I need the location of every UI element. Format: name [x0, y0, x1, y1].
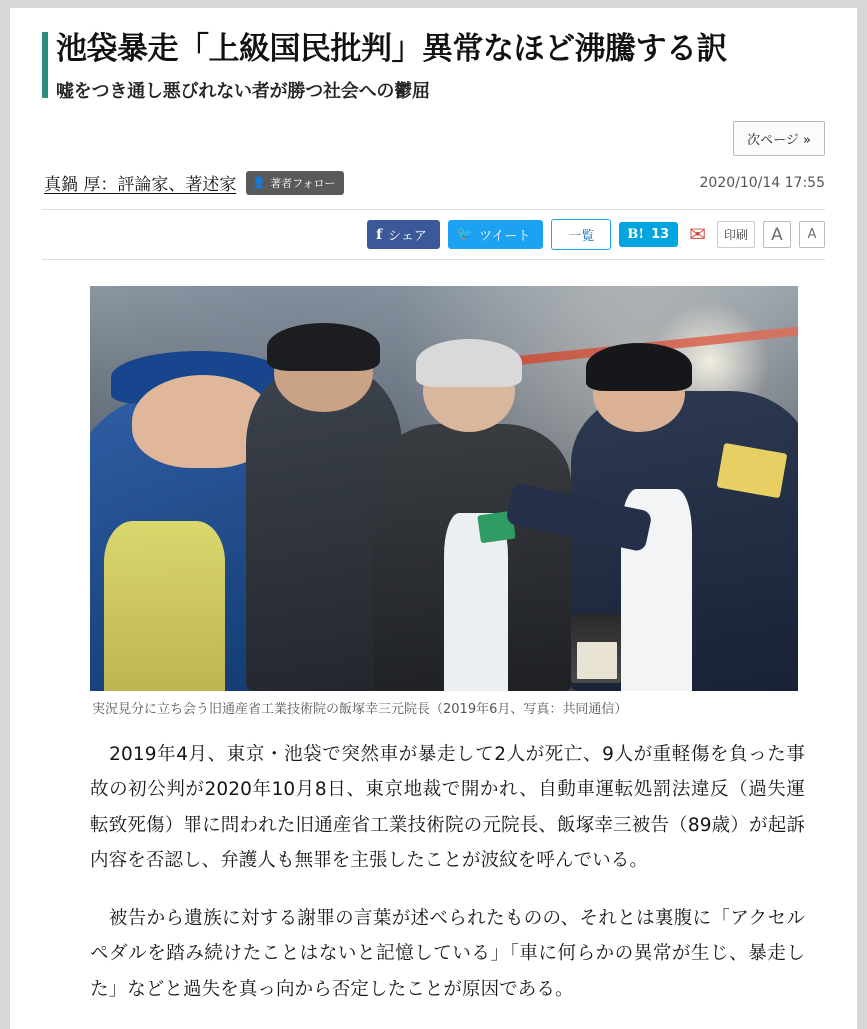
share-facebook-label: シェア — [388, 229, 427, 245]
next-page-row — [42, 109, 825, 156]
photo-person-dark-hair — [267, 323, 380, 372]
author-follow-label: 著者フォロー — [270, 176, 336, 190]
print-button[interactable]: 印刷 — [717, 221, 755, 248]
photo-officer-vest — [104, 521, 224, 691]
article-sheet — [10, 8, 857, 1029]
body-paragraph: 被告から遺族に対する謝罪の言葉が述べられたものの、それとは裏腹に「アクセルペダルを踏み続けたことはないと記憶している」「車に何らかの異常が生じ、暴走した」などと過失を真っ向から否定したことが原因である。 — [90, 907, 805, 1000]
article-body — [90, 737, 805, 1008]
share-list-button[interactable]: 一覧 — [551, 219, 611, 250]
hatena-count: 13 — [651, 227, 670, 243]
page-title: 池袋暴走「上級国民批判」異常なほど沸騰する訳 — [56, 31, 727, 67]
person-icon: 👤 — [252, 176, 267, 190]
share-hatena-button[interactable] — [619, 222, 678, 247]
share-bar — [42, 209, 825, 260]
photo-handheld-object-label — [577, 642, 617, 678]
share-twitter-button[interactable] — [448, 220, 544, 249]
byline — [42, 156, 825, 207]
author-follow-button[interactable] — [246, 171, 343, 195]
article-figure — [90, 286, 798, 721]
publish-date: 2020/10/14 17:55 — [699, 174, 825, 191]
accident-scene-photo — [90, 286, 798, 691]
font-size-small-button[interactable]: A — [799, 221, 825, 248]
photo-elderly-hair — [416, 339, 522, 388]
figure-caption: 実況見分に立ち会う旧通産省工業技術院の飯塚幸三元院長（2019年6月、写真：共同通信） — [92, 702, 628, 718]
mail-icon[interactable]: ✉ — [689, 223, 706, 246]
facebook-icon: f — [376, 226, 383, 243]
twitter-bird-icon: 🐦 — [456, 227, 474, 243]
font-size-large-button[interactable]: A — [763, 221, 791, 248]
next-page-button[interactable]: 次ページ » — [733, 121, 825, 156]
share-facebook-button[interactable] — [367, 220, 440, 249]
page-subtitle: 嘘をつき通し悪びれない者が勝つ社会への鬱屈 — [56, 80, 430, 102]
accent-bar — [42, 32, 48, 98]
photo-man-right-hair — [586, 343, 692, 392]
body-paragraph: 2019年4月、東京・池袋で突然車が暴走して2人が死亡、9人が重軽傷を負った事故の初公判が2020年10月8日、東京地裁で開かれ、自動車運転処罰法違反（過失運転致死傷）罪に問われた旧通産省工業技術院の元院長、飯塚幸三被告（89歳）が起訴内容を否認し、弁護人も無罪を主張したことが波紋を呼んでいる。 — [90, 743, 805, 872]
author-link[interactable]: 真鍋 厚：評論家、著述家 — [44, 175, 237, 196]
hatena-icon: B! — [627, 227, 645, 243]
share-twitter-label: ツイート — [479, 229, 531, 245]
headline-block — [42, 8, 825, 109]
